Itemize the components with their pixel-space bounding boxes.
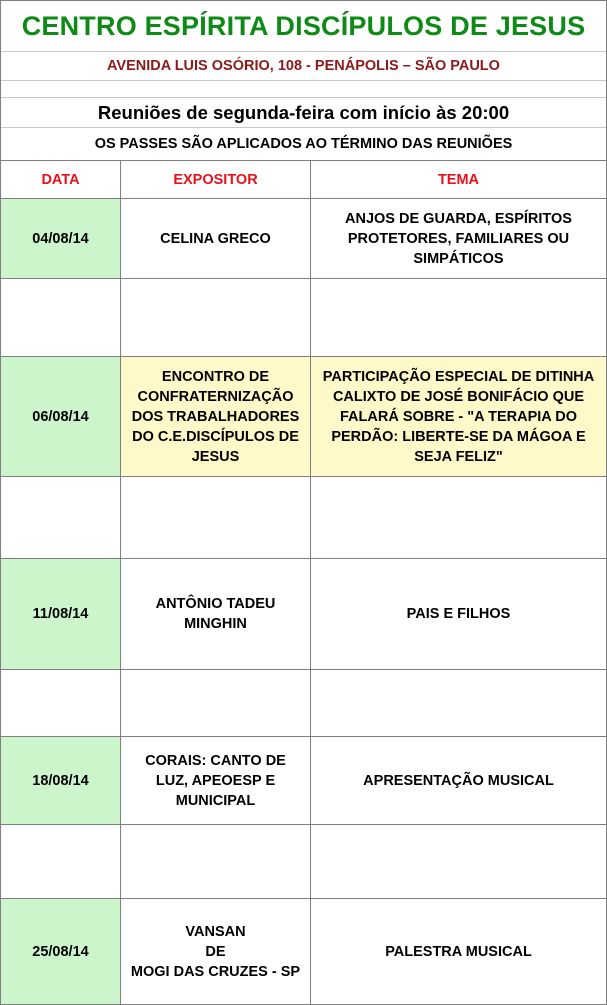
- expositor-cell: [121, 279, 311, 356]
- table-row: [1, 737, 606, 825]
- column-header-data: DATA: [1, 161, 121, 198]
- blank-row: [1, 81, 606, 98]
- tema-cell: PAIS E FILHOS: [406, 606, 511, 622]
- table-row-empty: [1, 825, 606, 899]
- date-cell: [1, 825, 121, 898]
- date-cell: 11/08/14: [1, 559, 121, 669]
- passes-row: [1, 128, 606, 161]
- date-cell: [1, 477, 121, 558]
- tema-cell: APRESENTAÇÃO MUSICAL: [363, 772, 554, 789]
- expositor-cell: ENCONTRO DE CONFRATERNIZAÇÃO DOS TRABALHADORES DO C.E.DISCÍPULOS DE JESUS: [121, 357, 311, 476]
- date-cell: 04/08/14: [1, 199, 121, 278]
- passes-notice: OS PASSES SÃO APLICADOS AO TÉRMINO DAS REUNIÕES: [94, 136, 513, 152]
- column-header-tema: TEMA: [437, 171, 480, 188]
- expositor-cell: [121, 477, 311, 558]
- expositor-cell: [121, 825, 311, 898]
- column-header-row: [1, 161, 606, 199]
- page-title: CENTRO ESPÍRITA DISCÍPULOS DE JESUS: [21, 10, 586, 41]
- table-row: [1, 559, 606, 670]
- tema-cell: PALESTRA MUSICAL: [385, 943, 532, 960]
- table-row: [1, 899, 606, 1004]
- expositor-cell: ANTÔNIO TADEU MINGHIN: [121, 559, 311, 669]
- expositor-cell: CORAIS: CANTO DE LUZ, APEOESP E MUNICIPAL: [121, 737, 311, 824]
- tema-cell: ANJOS DE GUARDA, ESPÍRITOS PROTETORES, FAMILIARES OU SIMPÁTICOS: [345, 210, 572, 267]
- tema-cell: [311, 825, 606, 898]
- tema-cell: [311, 477, 606, 558]
- meeting-row: [1, 98, 606, 128]
- tema-cell: [311, 279, 606, 356]
- address-row: [1, 52, 606, 81]
- date-cell: 18/08/14: [1, 737, 121, 824]
- tema-cell: [311, 670, 606, 736]
- date-cell: [1, 670, 121, 736]
- expositor-cell: CELINA GRECO: [121, 199, 311, 278]
- date-cell: [1, 279, 121, 356]
- address-text: AVENIDA LUIS OSÓRIO, 108 - PENÁPOLIS – SÃO PAULO: [107, 58, 500, 74]
- date-cell: 06/08/14: [1, 357, 121, 476]
- expositor-cell: [121, 670, 311, 736]
- tema-cell: PARTICIPAÇÃO ESPECIAL DE DITINHA CALIXTO DE JOSÉ BONIFÁCIO QUE FALARÁ SOBRE - "A TERAPIA DO PERDÃO: LIBERTE-SE DA MÁGOA E SEJA FELIZ": [311, 357, 606, 476]
- column-header-expositor: EXPOSITOR: [121, 161, 311, 198]
- table-row: [1, 357, 606, 477]
- table-row-empty: [1, 477, 606, 559]
- date-cell: 25/08/14: [1, 899, 121, 1004]
- table-row-empty: [1, 279, 606, 357]
- expositor-cell: VANSAN DE MOGI DAS CRUZES - SP: [121, 899, 311, 1004]
- table-row-empty: [1, 670, 606, 737]
- meeting-time-text: Reuniões de segunda-feira com início às 20:00: [97, 101, 510, 123]
- title-row: [1, 1, 606, 52]
- table-row: [1, 199, 606, 279]
